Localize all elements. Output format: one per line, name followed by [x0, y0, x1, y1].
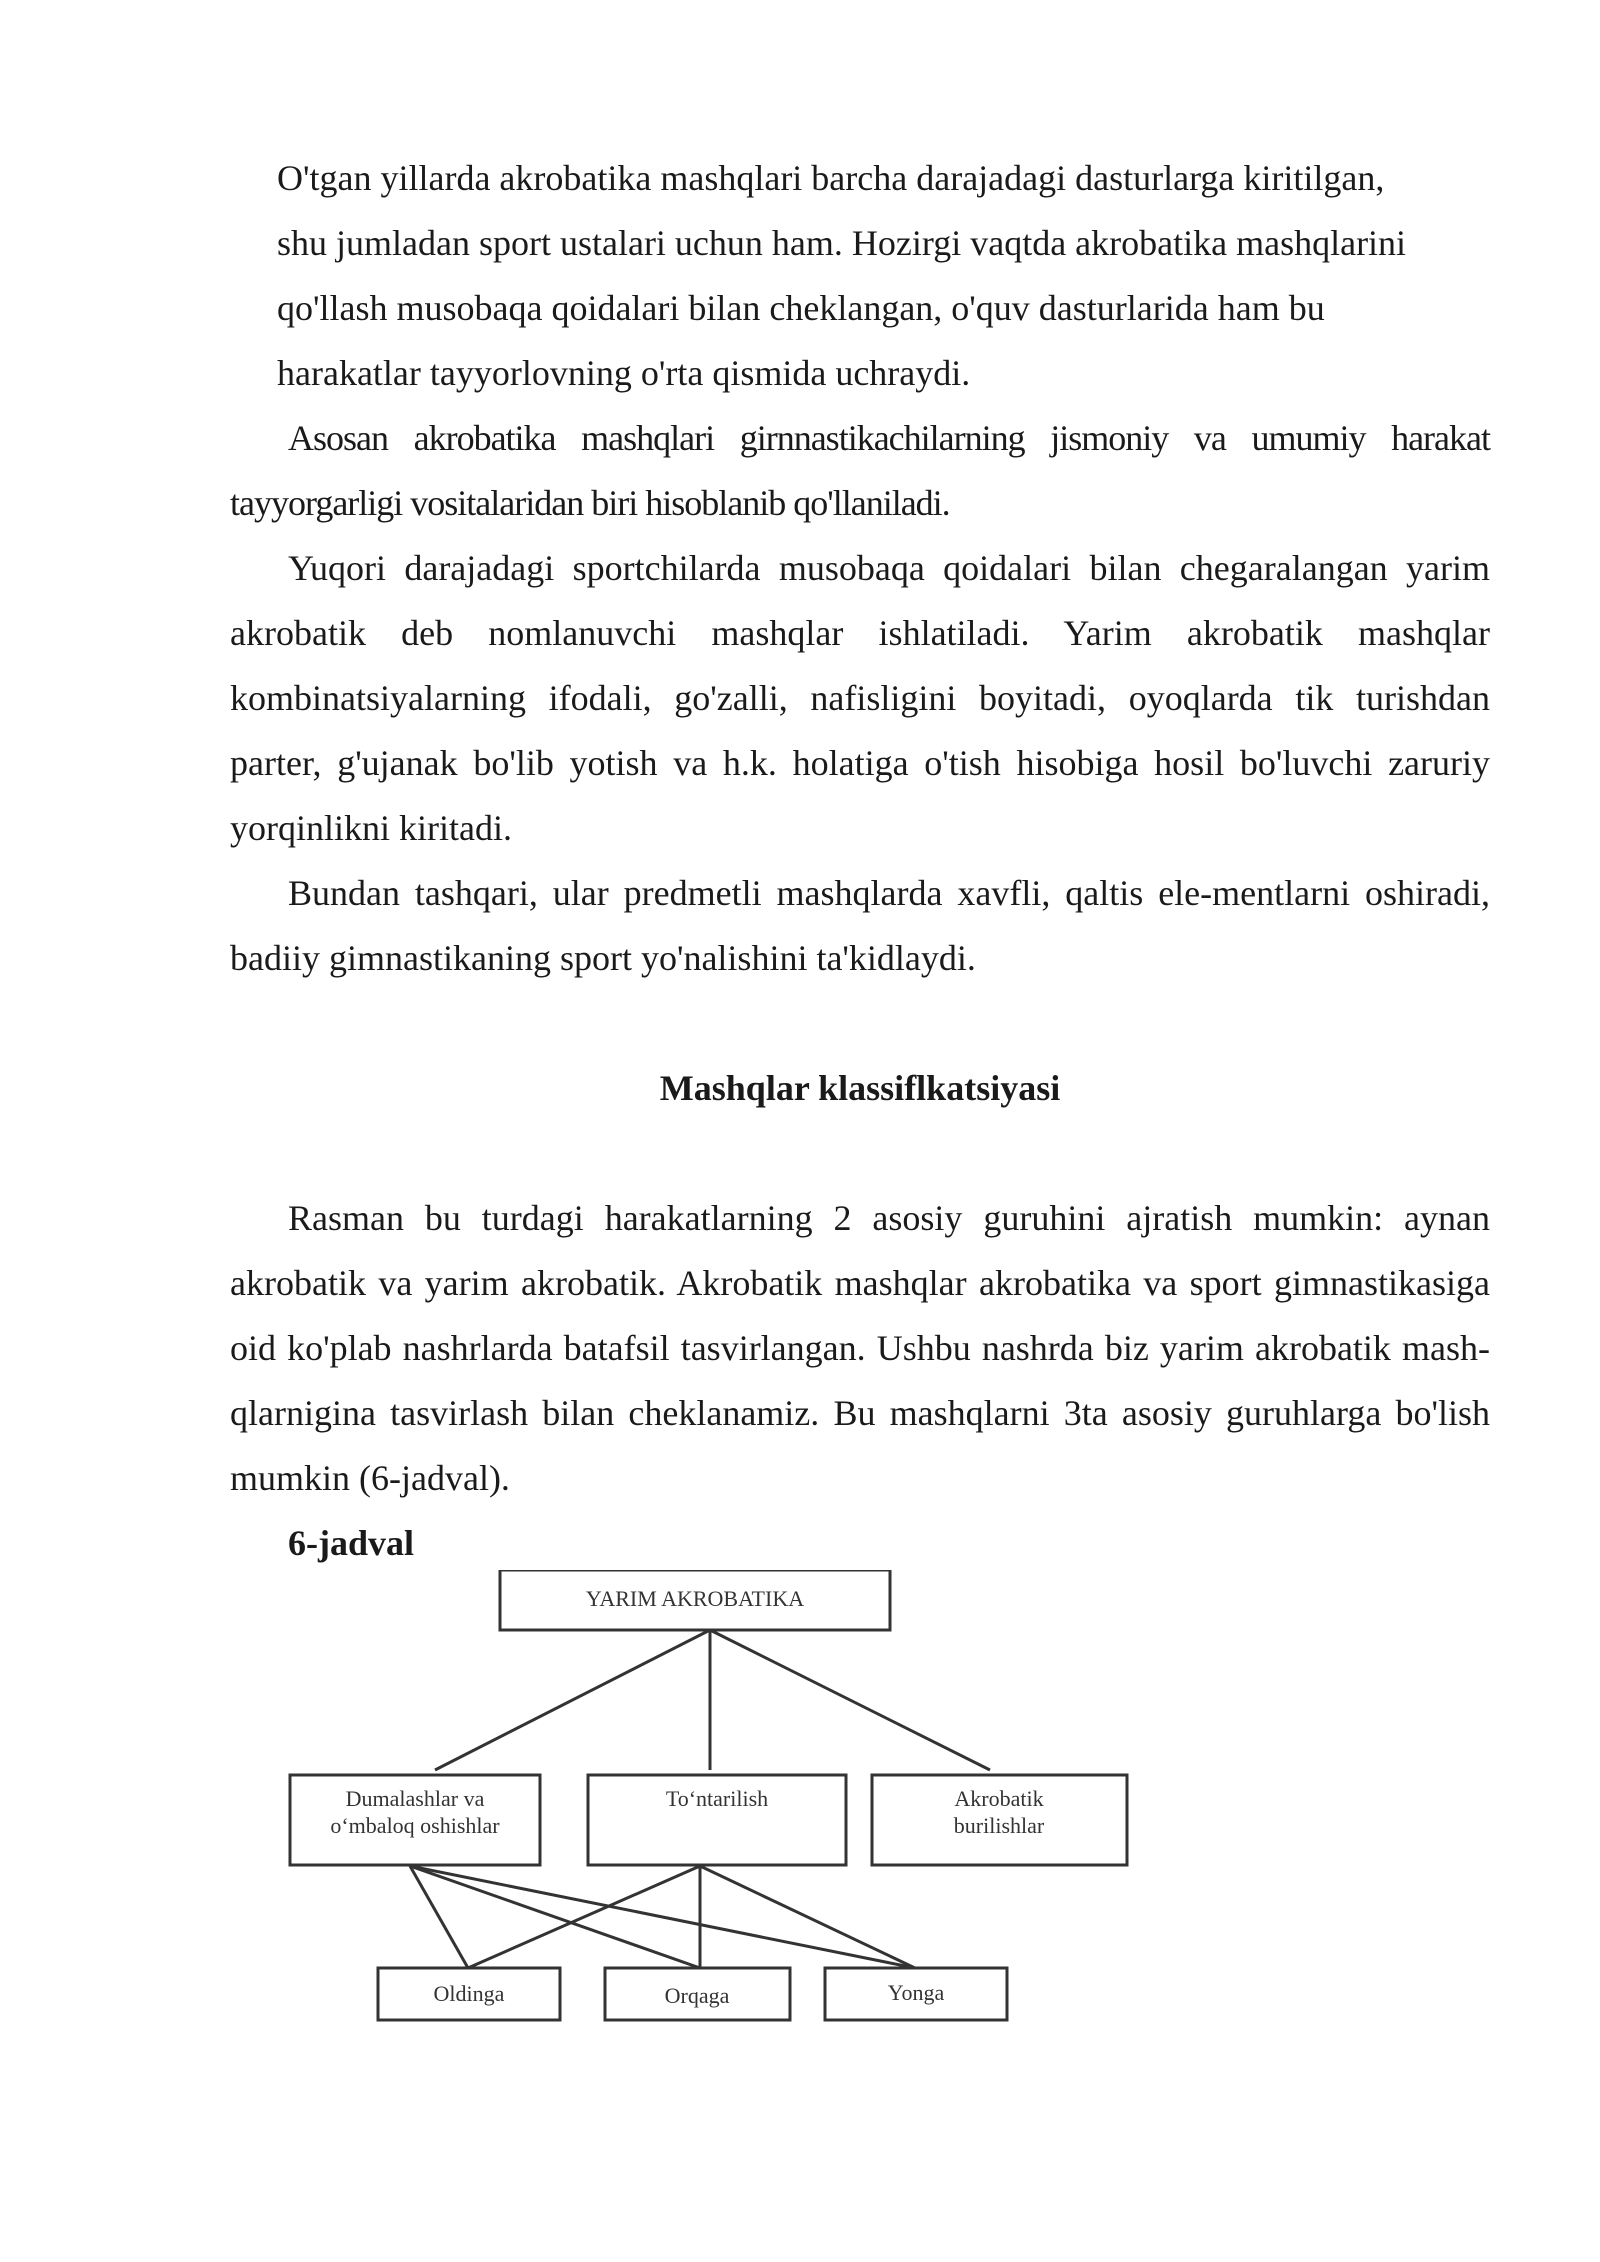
paragraph-4: Bundan tashqari, ular predmetli mashqlarda xavfli, qaltis ele-mentlarni oshiradi, badiiy gimnastikaning sport yo'nalishini ta'kidlaydi. [230, 873, 1490, 978]
paragraph-5: Rasman bu turdagi harakatlarning 2 asosiy guruhini ajratish mumkin: aynan akrobatik va yarim akrobatik. Akrobatik mashqlar akrobatika va sport gimnastikasiga oid ko'plab nashrlarda batafsil tasvirlangan. Ushbu nashrda biz yarim akrobatik mash-qlarnigina tasvirlash bilan cheklanamiz. Bu mashqlarni 3ta asosiy guruhlarga bo'lish mumkin (6-jadval). [230, 1198, 1490, 1498]
paragraph-1-line: O'tgan yillarda akrobatika mashqlari barcha darajadagi dasturlarga kiritilgan, [277, 158, 1385, 198]
bottom-label-sideways: Yonga [887, 1980, 945, 2005]
paragraph-1-line: qo'llash musobaqa qoidalari bilan cheklangan, o'quv dasturlarida ham bu [277, 288, 1325, 328]
paragraph-1-line: harakatlar tayyorlovning o'rta qismida uchraydi. [277, 353, 971, 393]
bottom-label-backward: Orqaga [664, 1983, 730, 2008]
bottom-label-forward: Oldinga [433, 1981, 505, 2006]
paragraph-2 [230, 406, 1490, 536]
connector-line [410, 1866, 468, 1968]
table-label: 6-jadval [288, 1523, 414, 1563]
section-heading: Mashqlar klassiflkatsiyasi [659, 1068, 1061, 1108]
middle-label-rolls-line2: o‘mbaloq oshishlar [330, 1813, 500, 1838]
root-label: YARIM AKROBATIKA [585, 1586, 805, 1611]
middle-label-flips: To‘ntarilish [665, 1786, 769, 1811]
connector-line [700, 1866, 915, 1968]
paragraph-1 [277, 146, 1497, 406]
middle-label-turns-line2: burilishlar [953, 1813, 1045, 1838]
classification-diagram [270, 1570, 1140, 2030]
connector-line [435, 1630, 710, 1770]
paragraph-1-line: shu jumladan sport ustalari uchun ham. Hozirgi vaqtda akrobatika mashqlarini [277, 223, 1407, 263]
paragraph-3: Yuqori darajadagi sportchilarda musobaqa qoidalari bilan chegaralangan yarim akrobatik deb nomlanuvchi mashqlar ishlatiladi. Yarim akrobatik mashqlar kombinatsiyalarning ifodali, go'zalli, nafisligini boyitadi, oyoqlarda tik turishdan parter, g'ujanak bo'lib yotish va h.k. holatiga o'tish hisobiga hosil bo'luvchi zaruriy yorqinlikni kiritadi. [230, 548, 1490, 848]
connector-line [710, 1630, 990, 1770]
middle-label-rolls-line1: Dumalashlar va [345, 1786, 485, 1811]
paragraph-2-text: Asosan akrobatika mashqlari girnnastikachilarning jismoniy va umumiy harakat tayyorgarligi vositalaridan biri hisoblanib qo'llaniladi. [230, 418, 1490, 523]
middle-label-turns-line1: Akrobatik [954, 1786, 1044, 1811]
